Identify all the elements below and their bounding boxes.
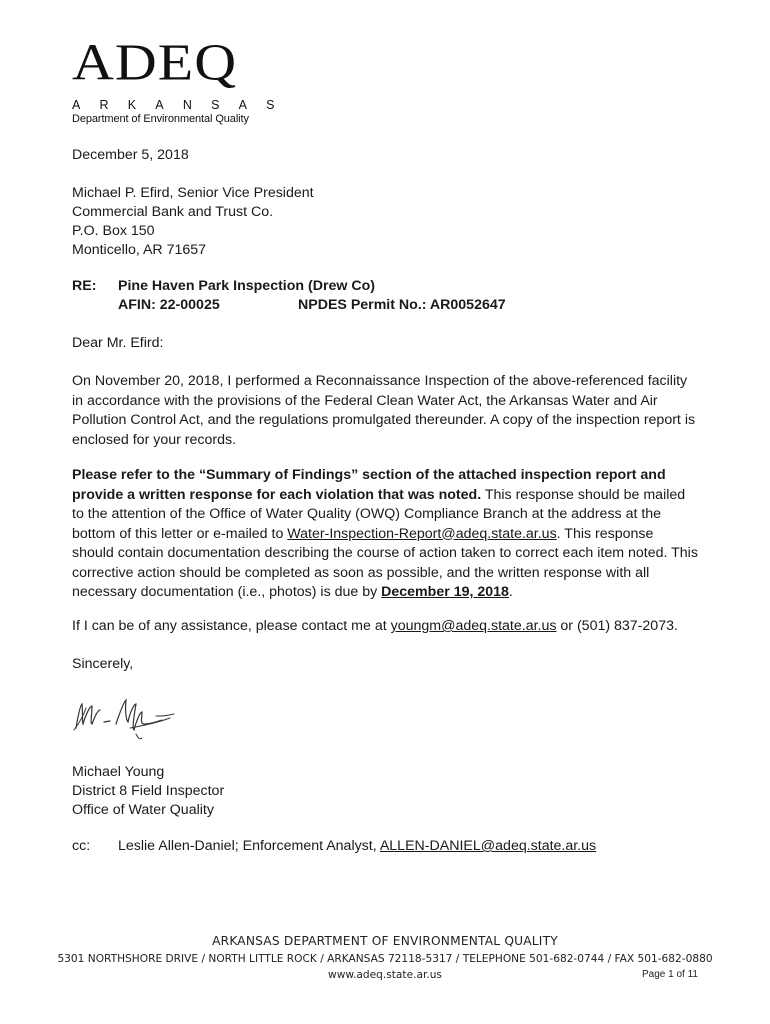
- inspection-report-email-link[interactable]: Water-Inspection-Report@adeq.state.ar.us: [287, 525, 557, 542]
- recipient-line-3: P.O. Box 150: [72, 223, 155, 239]
- body-paragraph-3: [72, 617, 698, 637]
- signer-title: District 8 Field Inspector: [72, 783, 225, 799]
- logo-wordmark: ADEQ: [72, 32, 238, 92]
- logo-department-name: Department of Environmental Quality: [72, 113, 249, 125]
- footer-address: 5301 NORTHSHORE DRIVE / NORTH LITTLE ROCK / ARKANSAS 72118-5317 / TELEPHONE 501-682-0744 / FAX 501-682-0880: [57, 953, 713, 965]
- cc-label: cc:: [72, 838, 91, 854]
- paragraph-2-text-c: .: [508, 584, 513, 600]
- paragraph-2-text-b: . This response should contain documentation describing the course of action taken to correct each item noted. This corrective action should be completed as soon as possible, and the written response with all necessary documentation (i.e., photos) is due by: [72, 525, 698, 600]
- paragraph-2-text-a: This response should be mailed to the attention of the Office of Water Quality (OWQ) Compliance Branch at the address at the bottom of this letter or e-mailed to: [72, 486, 686, 542]
- footer-agency-name: ARKANSAS DEPARTMENT OF ENVIRONMENTAL QUALITY: [212, 934, 558, 948]
- recipient-line-2: Commercial Bank and Trust Co.: [72, 204, 274, 220]
- page-number: Page 1 of 11: [642, 969, 698, 980]
- signer-name: Michael Young: [72, 764, 165, 780]
- body-paragraph-2: [72, 466, 698, 603]
- paragraph-3-text-a: If I can be of any assistance, please contact me at: [72, 618, 391, 634]
- re-afin: AFIN: 22-00025: [118, 297, 220, 313]
- re-label: RE:: [72, 278, 97, 294]
- signer-office: Office of Water Quality: [72, 802, 214, 818]
- handwritten-signature: [70, 694, 190, 744]
- adeq-logo: [72, 32, 294, 125]
- cc-text: Leslie Allen-Daniel; Enforcement Analyst,: [118, 838, 380, 854]
- inspector-email-link[interactable]: youngm@adeq.state.ar.us: [390, 618, 557, 634]
- logo-state-name: ARKANSAS: [72, 98, 294, 112]
- closing: Sincerely,: [72, 656, 134, 672]
- cc-recipient: [118, 838, 596, 854]
- cc-email-link[interactable]: ALLEN-DANIEL@adeq.state.ar.us: [379, 838, 597, 854]
- letter-date: December 5, 2018: [72, 147, 189, 163]
- re-npdes-permit: NPDES Permit No.: AR0052647: [298, 297, 506, 313]
- footer-website: www.adeq.state.ar.us: [328, 969, 442, 981]
- salutation: Dear Mr. Efird:: [72, 335, 164, 351]
- recipient-line-1: Michael P. Efird, Senior Vice President: [72, 185, 314, 201]
- body-paragraph-1: On November 20, 2018, I performed a Reconnaissance Inspection of the above-referenced facility in accordance with the provisions of the Federal Clean Water Act, the Arkansas Water and Air Pollution Control Act, and the regulations promulgated thereunder. A copy of the inspection report is enclosed for your records.: [72, 373, 696, 448]
- paragraph-3-text-b: or (501) 837-2073.: [556, 618, 678, 634]
- re-subject: Pine Haven Park Inspection (Drew Co): [118, 278, 376, 294]
- response-due-date: December 19, 2018: [381, 584, 509, 600]
- recipient-line-4: Monticello, AR 71657: [72, 242, 207, 258]
- findings-instruction: Please refer to the “Summary of Findings” section of the attached inspection report and provide a written response for each violation that was noted.: [72, 467, 666, 503]
